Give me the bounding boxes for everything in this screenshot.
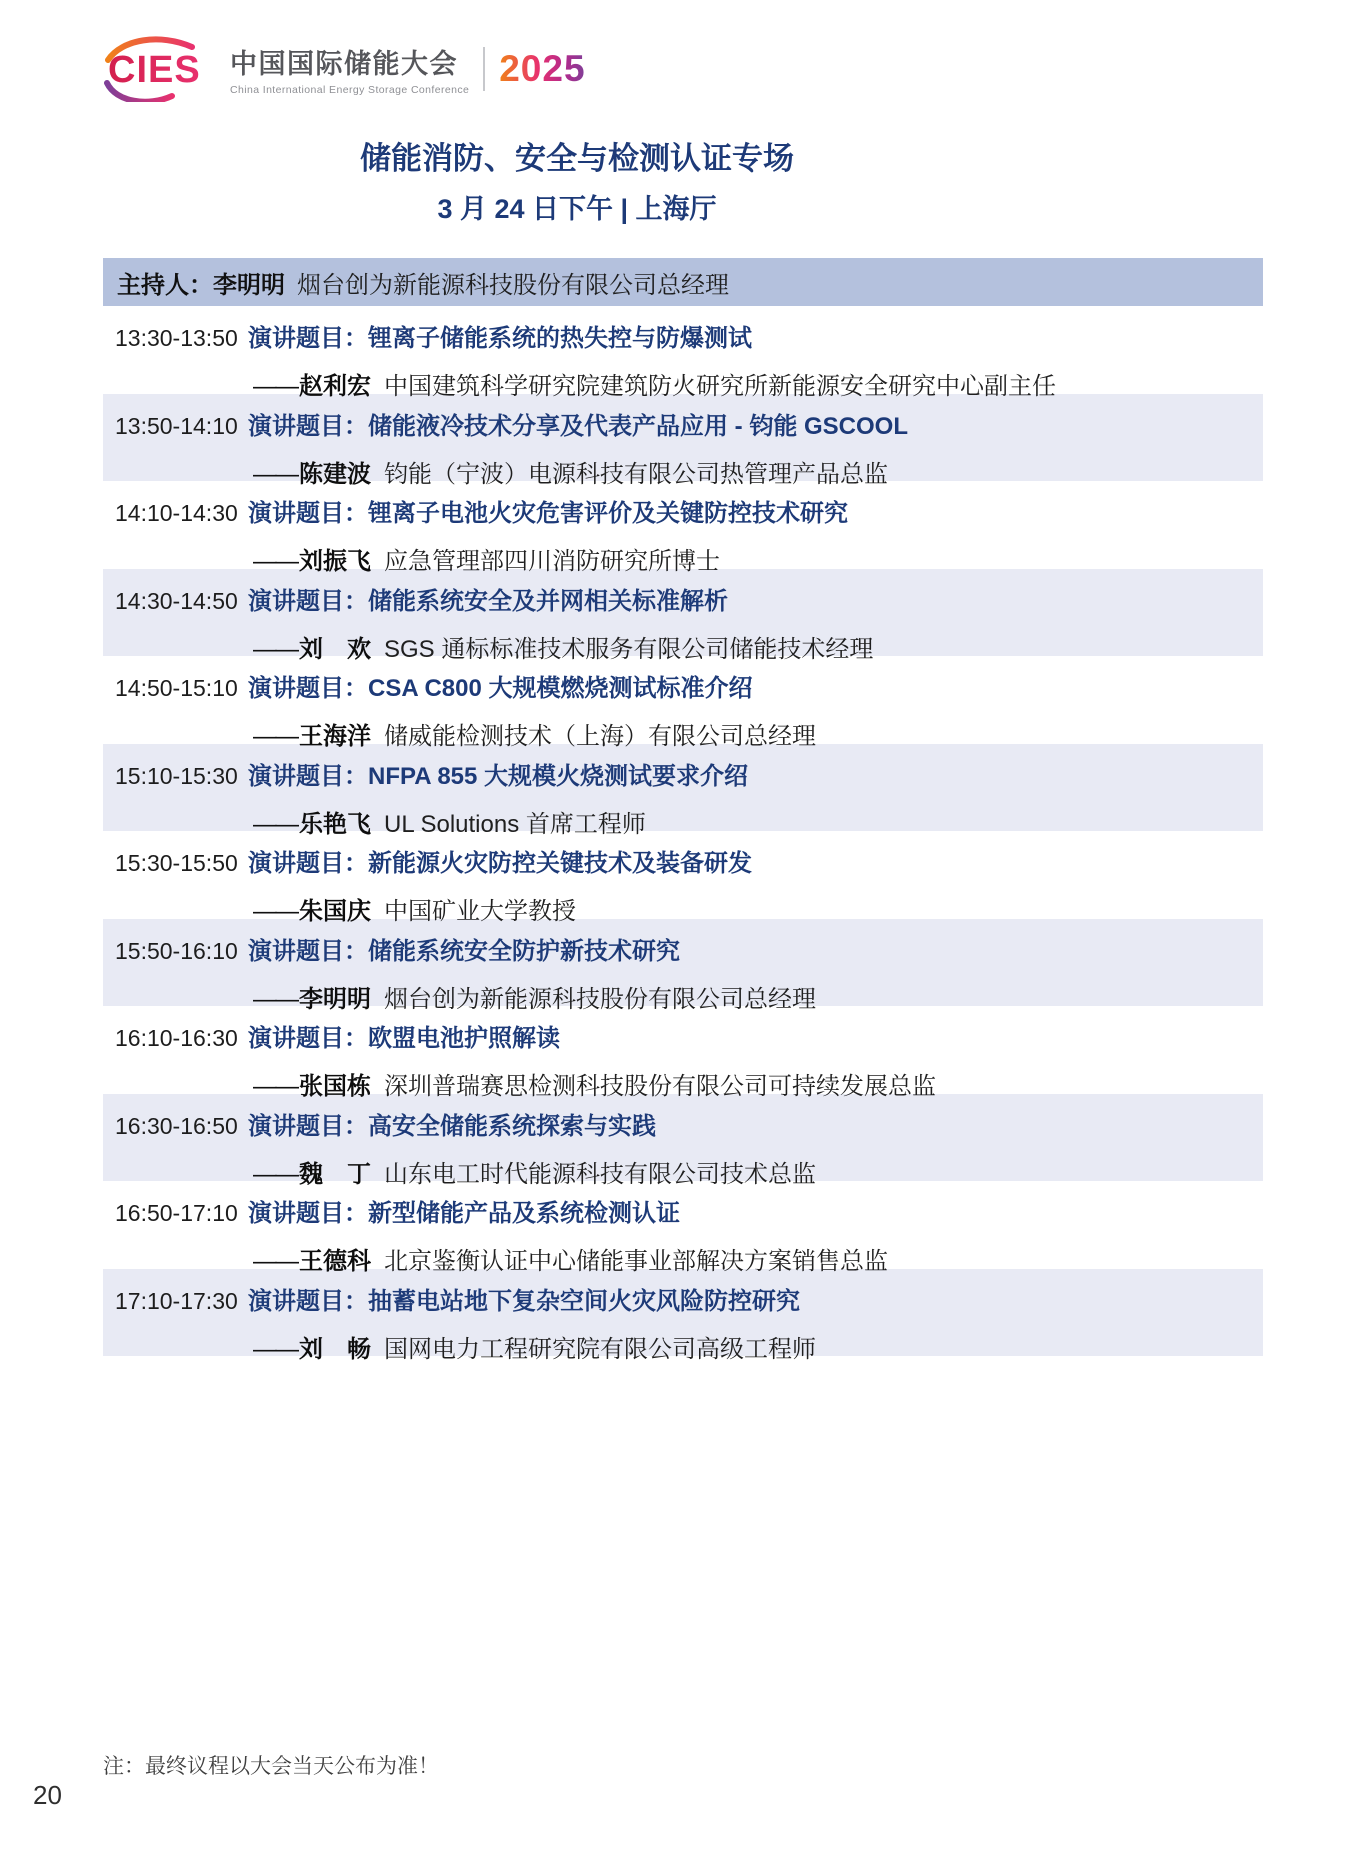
topic-label: 演讲题目： bbox=[248, 587, 368, 615]
moderator-affiliation: 烟台创为新能源科技股份有限公司总经理 bbox=[297, 271, 729, 299]
speaker-affiliation: 应急管理部四川消防研究所博士 bbox=[384, 548, 720, 575]
topic-label: 演讲题目： bbox=[248, 1287, 368, 1315]
topic-label: 演讲题目： bbox=[248, 1112, 368, 1140]
page-number: 20 bbox=[33, 1780, 62, 1810]
speaker-name: 朱国庆 bbox=[299, 898, 371, 925]
page-title: 储能消防、安全与检测认证专场 bbox=[360, 141, 794, 176]
speaker-name: 王德科 bbox=[299, 1248, 371, 1275]
speaker-name: 乐艳飞 bbox=[299, 810, 371, 838]
session-heading bbox=[0, 133, 1154, 226]
session-time: 13:30-13:50 bbox=[115, 325, 238, 351]
session-row bbox=[103, 1181, 1263, 1275]
logo-names bbox=[230, 42, 469, 96]
topic-text: NFPA 855 大规模火烧测试要求介绍 bbox=[368, 762, 749, 790]
session-row bbox=[103, 656, 1263, 750]
topic-text: 新能源火灾防控关键技术及装备研发 bbox=[368, 850, 752, 877]
logo-name-cn: 中国国际储能大会 bbox=[230, 49, 458, 79]
speaker-dash: —— bbox=[253, 1248, 297, 1275]
session-rows bbox=[103, 306, 1263, 1363]
speaker-affiliation: 储威能检测技术（上海）有限公司总经理 bbox=[384, 723, 816, 750]
logo-name-en: China International Energy Storage Conference bbox=[230, 84, 470, 96]
logo-cies-wordmark: CIES bbox=[108, 49, 201, 91]
speaker-dash: —— bbox=[253, 460, 297, 488]
speaker-affiliation: 国网电力工程研究院有限公司高级工程师 bbox=[384, 1335, 816, 1363]
session-time: 13:50-14:10 bbox=[115, 412, 238, 439]
session-row bbox=[103, 744, 1263, 838]
session-topic bbox=[248, 756, 748, 791]
topic-text: 高安全储能系统探索与实践 bbox=[368, 1112, 656, 1140]
speaker-name: 刘振飞 bbox=[299, 548, 371, 575]
session-time: 17:10-17:30 bbox=[115, 1287, 238, 1314]
cies-logo-mark bbox=[98, 36, 216, 102]
topic-text: CSA C800 大规模燃烧测试标准介绍 bbox=[368, 675, 753, 702]
session-time: 16:10-16:30 bbox=[115, 1025, 238, 1051]
session-row bbox=[103, 1269, 1263, 1363]
topic-text: 欧盟电池护照解读 bbox=[368, 1025, 560, 1052]
session-row bbox=[103, 569, 1263, 663]
topic-label: 演讲题目： bbox=[248, 500, 368, 527]
session-row bbox=[103, 1006, 1263, 1100]
session-row bbox=[103, 481, 1263, 575]
session-topic bbox=[248, 668, 753, 703]
speaker-affiliation: 深圳普瑞赛思检测科技股份有限公司可持续发展总监 bbox=[384, 1073, 936, 1100]
speaker-dash: —— bbox=[253, 723, 297, 750]
session-title-line bbox=[103, 306, 1263, 353]
session-topic bbox=[248, 1018, 560, 1053]
session-topic bbox=[248, 1281, 800, 1316]
topic-text: 储能液冷技术分享及代表产品应用 - 钧能 GSCOOL bbox=[368, 412, 908, 440]
speaker-name: 魏 丁 bbox=[299, 1160, 371, 1188]
topic-label: 演讲题目： bbox=[248, 325, 368, 352]
topic-text: 新型储能产品及系统检测认证 bbox=[368, 1200, 680, 1227]
speaker-name: 李明明 bbox=[299, 985, 371, 1013]
logo-divider bbox=[483, 47, 485, 91]
topic-label: 演讲题目： bbox=[248, 675, 368, 702]
speaker-name: 刘 畅 bbox=[299, 1335, 371, 1363]
session-row bbox=[103, 394, 1263, 488]
speaker-affiliation: 烟台创为新能源科技股份有限公司总经理 bbox=[384, 985, 816, 1013]
session-row bbox=[103, 919, 1263, 1013]
topic-label: 演讲题目： bbox=[248, 1025, 368, 1052]
moderator-name: 李明明 bbox=[213, 271, 285, 299]
speaker-dash: —— bbox=[253, 1335, 297, 1363]
cies-logo bbox=[98, 36, 586, 102]
speaker-name: 陈建波 bbox=[299, 460, 371, 488]
speaker-affiliation: 钧能（宁波）电源科技有限公司热管理产品总监 bbox=[384, 460, 888, 488]
page-subtitle: 3 月 24 日下午 | 上海厅 bbox=[437, 194, 717, 224]
session-row bbox=[103, 831, 1263, 925]
topic-label: 演讲题目： bbox=[248, 762, 368, 790]
speaker-dash: —— bbox=[253, 985, 297, 1013]
speaker-affiliation: UL Solutions 首席工程师 bbox=[384, 810, 646, 838]
session-time: 16:30-16:50 bbox=[115, 1112, 238, 1139]
session-time: 16:50-17:10 bbox=[115, 1200, 238, 1226]
session-topic bbox=[248, 406, 908, 441]
speaker-dash: —— bbox=[253, 1160, 297, 1188]
speaker-dash: —— bbox=[253, 1073, 297, 1100]
session-topic bbox=[248, 1193, 680, 1228]
session-time: 14:10-14:30 bbox=[115, 500, 238, 526]
speaker-dash: —— bbox=[253, 898, 297, 925]
speaker-affiliation: 北京鉴衡认证中心储能事业部解决方案销售总监 bbox=[384, 1248, 888, 1275]
logo-year: 2025 bbox=[499, 48, 586, 89]
session-time: 14:30-14:50 bbox=[115, 587, 238, 614]
session-time: 15:50-16:10 bbox=[115, 937, 238, 964]
session-topic bbox=[248, 843, 752, 878]
topic-text: 抽蓄电站地下复杂空间火灾风险防控研究 bbox=[368, 1287, 800, 1315]
moderator-label: 主持人： bbox=[117, 271, 213, 299]
speaker-affiliation: SGS 通标标准技术服务有限公司储能技术经理 bbox=[384, 635, 874, 663]
session-topic bbox=[248, 318, 752, 353]
speaker-dash: —— bbox=[253, 548, 297, 575]
speaker-affiliation: 中国矿业大学教授 bbox=[384, 898, 576, 925]
topic-label: 演讲题目： bbox=[248, 412, 368, 440]
speaker-affiliation: 中国建筑科学研究院建筑防火研究所新能源安全研究中心副主任 bbox=[384, 373, 1056, 400]
topic-label: 演讲题目： bbox=[248, 1200, 368, 1227]
topic-label: 演讲题目： bbox=[248, 850, 368, 877]
moderator-row bbox=[103, 258, 1263, 306]
session-topic bbox=[248, 493, 848, 528]
speaker-name: 张国栋 bbox=[299, 1073, 371, 1100]
speaker-name: 王海洋 bbox=[299, 723, 371, 750]
topic-text: 锂离子电池火灾危害评价及关键防控技术研究 bbox=[368, 500, 848, 527]
session-row bbox=[103, 1094, 1263, 1188]
agenda-table bbox=[103, 258, 1263, 1363]
speaker-name: 赵利宏 bbox=[299, 373, 371, 400]
topic-text: 储能系统安全防护新技术研究 bbox=[368, 937, 680, 965]
session-topic bbox=[248, 1106, 656, 1141]
session-topic bbox=[248, 581, 728, 616]
session-row bbox=[103, 306, 1263, 400]
session-time: 15:30-15:50 bbox=[115, 850, 238, 876]
session-time: 15:10-15:30 bbox=[115, 762, 238, 789]
speaker-line bbox=[103, 1316, 1263, 1364]
speaker-affiliation: 山东电工时代能源科技有限公司技术总监 bbox=[384, 1160, 816, 1188]
topic-label: 演讲题目： bbox=[248, 937, 368, 965]
speaker-name: 刘 欢 bbox=[299, 635, 371, 663]
topic-text: 锂离子储能系统的热失控与防爆测试 bbox=[368, 325, 752, 352]
session-topic bbox=[248, 931, 680, 966]
speaker-dash: —— bbox=[253, 635, 297, 663]
session-time: 14:50-15:10 bbox=[115, 675, 238, 701]
topic-text: 储能系统安全及并网相关标准解析 bbox=[368, 587, 728, 615]
speaker-dash: —— bbox=[253, 373, 297, 400]
footer-note: 注：最终议程以大会当天公布为准！ bbox=[103, 1755, 439, 1778]
speaker-dash: —— bbox=[253, 810, 297, 838]
